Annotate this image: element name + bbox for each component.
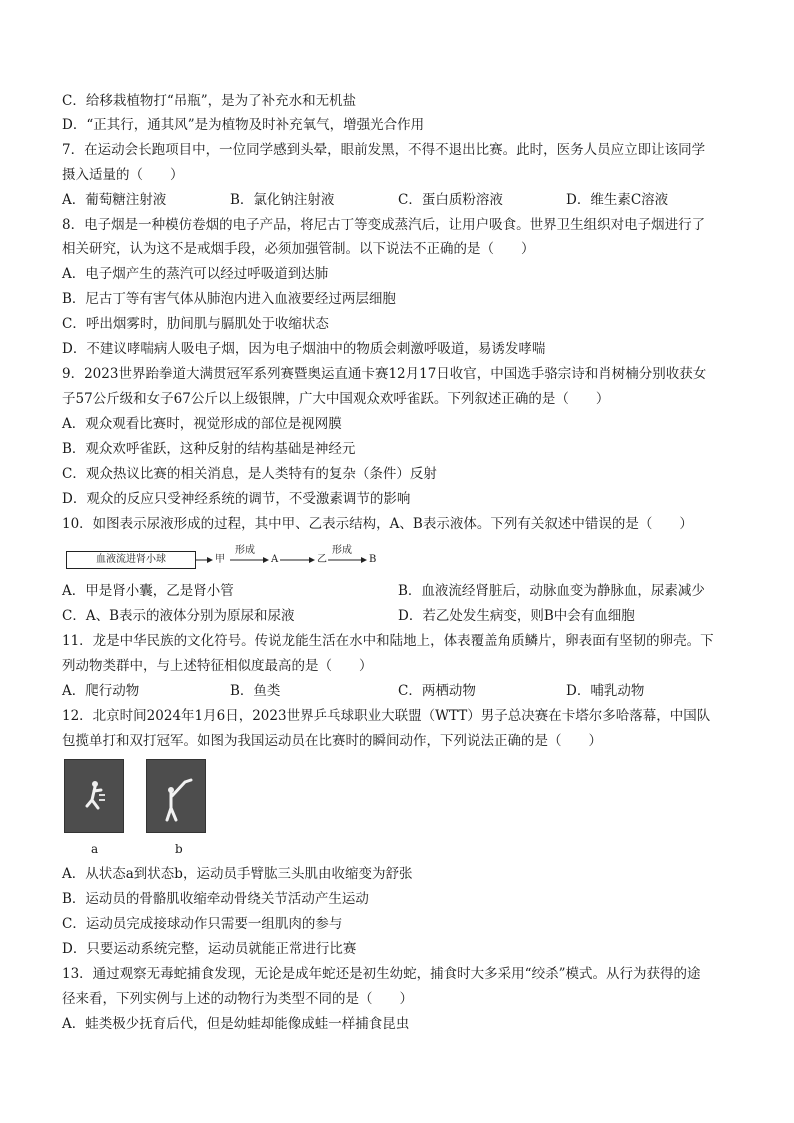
- q8-stem-line1: 8．电子烟是一种模仿卷烟的电子产品，将尼古丁等变成蒸汽后，让用户吸食。世界卫生组织对电子烟进行了: [62, 217, 706, 233]
- q11-option-b: B．鱼类: [230, 683, 281, 699]
- athlete-photo-b: [146, 759, 206, 833]
- q6-option-d: D．“正其行，通其风”是为植物及时补充氧气，增强光合作用: [62, 117, 425, 133]
- q12-option-b: B．运动员的骨骼肌收缩牵动骨绕关节活动产生运动: [62, 891, 369, 907]
- q6-option-c: C．给移栽植物打“吊瓶”，是为了补充水和无机盐: [62, 93, 357, 109]
- q13-stem-line2: 径来看，下列实例与上述的动物行为类型不同的是（ ）: [62, 991, 413, 1007]
- q11-option-a: A．爬行动物: [62, 683, 140, 699]
- q7-stem-line1: 7．在运动会长跑项目中，一位同学感到头晕，眼前发黑，不得不退出比赛。此时，医务人员应立即让该同学: [62, 142, 706, 158]
- q12-stem-line1: 12．北京时间2024年1月6日，2023世界乒乓球职业大联盟（WTT）男子总决赛在卡塔尔多哈落幕，中国队: [62, 708, 711, 724]
- q12-option-d: D．只要运动系统完整，运动员就能正常进行比赛: [62, 941, 357, 957]
- q10-stem: 10．如图表示尿液形成的过程，其中甲、乙表示结构，A、B表示液体。下列有关叙述中错误的是（ ）: [62, 516, 693, 532]
- q13-stem-line1: 13．通过观察无毒蛇捕食发现，无论是成年蛇还是初生幼蛇，捕食时大多采用“绞杀”模式。从行为获得的途: [62, 966, 701, 982]
- q7-option-c: C．蛋白质粉溶液: [398, 192, 503, 208]
- q10-option-d: D．若乙处发生病变，则B中会有血细胞: [398, 608, 635, 624]
- q10-option-b: B．血液流经肾脏后，动脉血变为静脉血，尿素减少: [398, 583, 705, 599]
- q12-option-a: A．从状态a到状态b，运动员手臂肱三头肌由收缩变为舒张: [62, 866, 413, 882]
- q9-option-d: D．观众的反应只受神经系统的调节，不受激素调节的影响: [62, 491, 411, 507]
- flow-start-box: 血液流进肾小球: [66, 551, 196, 569]
- flow-jia: 甲: [215, 554, 225, 565]
- q10-option-a: A．甲是肾小囊，乙是肾小管: [62, 583, 234, 599]
- q8-option-b: B．尼古丁等有害气体从肺泡内进入血液要经过两层细胞: [62, 291, 396, 307]
- q11-option-c: C．两栖动物: [398, 683, 476, 699]
- q7-option-a: A．葡萄糖注射液: [62, 192, 167, 208]
- q8-option-a: A．电子烟产生的蒸汽可以经过呼吸道到达肺: [62, 266, 329, 282]
- photo-caption-a: a: [91, 842, 99, 856]
- q13-option-a: A．蛙类极少抚育后代，但是幼蛙却能像成蛙一样捕食昆虫: [62, 1016, 410, 1032]
- q11-option-d: D．哺乳动物: [566, 683, 645, 699]
- q9-stem-line2: 子57公斤级和女子67公斤以上级银牌，广大中国观众欢呼雀跃。下列叙述正确的是（ ）: [62, 391, 610, 407]
- flow-a: A: [271, 554, 279, 565]
- flow-label-2: 形成: [332, 545, 352, 556]
- flow-label-1: 形成: [235, 545, 255, 556]
- q7-option-b: B．氯化钠注射液: [230, 192, 335, 208]
- q9-stem-line1: 9．2023世界跆拳道大满贯冠军系列赛暨奥运直通卡赛12月17日收官，中国选手骆宗诗和肖树楠分别收获女: [62, 366, 707, 382]
- q9-option-b: B．观众欢呼雀跃，这种反射的结构基础是神经元: [62, 441, 356, 457]
- q9-option-c: C．观众热议比赛的相关消息，是人类特有的复杂（条件）反射: [62, 466, 437, 482]
- q10-option-c: C．A、B表示的液体分别为原尿和尿液: [62, 608, 295, 624]
- q8-option-d: D．不建议哮喘病人吸电子烟，因为电子烟油中的物质会刺激呼吸道，易诱发哮喘: [62, 341, 546, 357]
- flow-b: B: [369, 554, 377, 565]
- q8-option-c: C．呼出烟雾时，肋间肌与膈肌处于收缩状态: [62, 316, 329, 332]
- q7-stem-line2: 摄入适量的（ ）: [62, 167, 184, 183]
- photo-caption-b: b: [175, 842, 183, 856]
- q12-stem-line2: 包揽单打和双打冠军。如图为我国运动员在比赛时的瞬间动作，下列说法正确的是（ ）: [62, 733, 602, 749]
- q11-stem-line1: 11．龙是中华民族的文化符号。传说龙能生活在水中和陆地上，体表覆盖角质鳞片，卵表面有坚韧的卵壳。下: [62, 633, 714, 649]
- athlete-photo-a: [64, 759, 124, 833]
- flow-yi: 乙: [317, 554, 327, 565]
- q8-stem-line2: 相关研究，认为这不是戒烟手段，必须加强管制。以下说法不正确的是（ ）: [62, 241, 535, 257]
- q7-option-d: D．维生素C溶液: [566, 192, 669, 208]
- q11-stem-line2: 列动物类群中，与上述特征相似度最高的是（ ）: [62, 658, 373, 674]
- q9-option-a: A．观众观看比赛时，视觉形成的部位是视网膜: [62, 416, 342, 432]
- urine-formation-diagram: [62, 545, 382, 572]
- q12-option-c: C．运动员完成接球动作只需要一组肌肉的参与: [62, 916, 343, 932]
